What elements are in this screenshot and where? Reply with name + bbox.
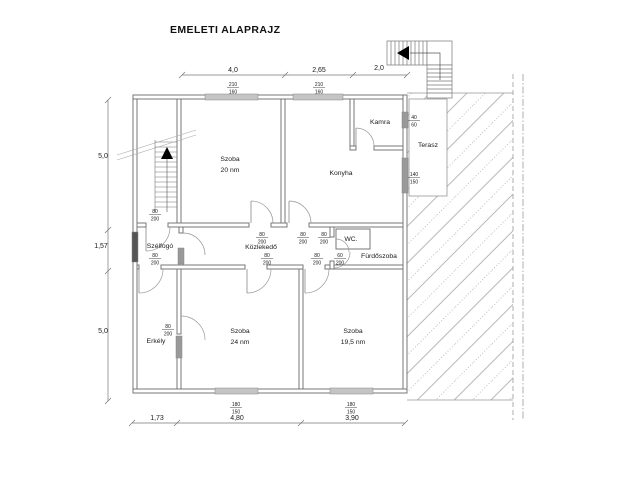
dimension-label-top: 2,65 [312,67,326,74]
opening-size-top: 80 [264,253,270,259]
stairwell-wall [177,99,181,223]
opening-size-bottom: 200 [319,239,329,246]
dimension-label-top: 4,0 [228,67,238,74]
kamra-wall-left [350,99,354,146]
room-label-szoba-24: 24 nm [230,339,250,346]
opening-size-top: 40 [411,115,417,121]
dimension-label-left: 5,0 [98,328,108,335]
opening-size-bottom: 150 [231,409,241,416]
opening-size-bottom: 200 [163,331,173,338]
window-180x150-right [330,388,373,394]
opening-size-bottom: 160 [314,89,324,96]
room-label-szoba-195: 19,5 nm [340,339,366,346]
opening-size-bottom: 200 [150,260,160,267]
opening-size-bottom: 200 [298,239,308,246]
opening-size-bottom: 200 [257,239,267,246]
room-label-erkely: Erkély [146,338,166,345]
door-panel-erkely [176,336,182,358]
window-40x60-kamra [402,112,408,128]
opening-size-top: 180 [346,402,356,408]
opening-size-bottom: 200 [312,260,322,267]
window-180x150-left [215,388,258,394]
opening-size-top: 80 [165,324,171,330]
opening-size-top: 80 [300,232,306,238]
opening-size-bottom: 150 [346,409,356,416]
room-label-terasz: Terasz [417,142,439,149]
exterior-staircase [387,41,452,98]
opening-size-top: 80 [259,232,265,238]
dimension-label-left: 5,0 [98,153,108,160]
dimension-label-bottom: 1,73 [150,415,164,422]
opening-size-top: 80 [321,232,327,238]
drawing-title: EMELETI ALAPRAJZ [170,24,281,36]
entry-door-szelfogo [132,232,138,262]
opening-size-top: 210 [314,82,324,88]
room-label-wc: WC. [344,236,358,243]
outer-wall-top [133,95,407,99]
room-label-szoba-24: Szoba [230,328,250,335]
dimension-label-bottom: 3,90 [345,415,359,422]
opening-size-top: 80 [314,253,320,259]
opening-size-top: 140 [409,172,419,178]
outer-wall-right [403,95,407,393]
opening-size-bottom: 200 [335,260,345,267]
wall-erkely-szoba24 [177,269,181,334]
room-label-szoba-195: Szoba [343,328,363,335]
room-label-szoba-20: 20 nm [220,167,240,174]
dimension-label-top: 2,0 [374,65,384,72]
wall-szoba24-szoba195 [299,269,303,389]
wall-szoba20-konyha [281,99,285,223]
room-label-furdoszoba: Fürdőszoba [361,253,397,260]
dimension-label-bottom: 4,80 [230,415,244,422]
opening-size-top: 60 [337,253,343,259]
window-140x150-terasz [402,158,408,193]
room-label-kamra: Kamra [369,119,391,126]
opening-size-bottom: 150 [409,179,419,186]
room-label-kozlekedo: Közlekedő [245,244,277,251]
room-label-szelfogo: Szélfogó [146,243,174,250]
opening-size-bottom: 160 [228,89,238,96]
room-label-szoba-20: Szoba [220,156,240,163]
opening-size-bottom: 200 [262,260,272,267]
opening-size-bottom: 200 [150,216,160,223]
opening-size-top: 80 [152,209,158,215]
door-panel-szelfogo [178,248,184,264]
dimension-label-left: 1,57 [94,243,108,250]
opening-size-top: 180 [231,402,241,408]
room-label-konyha: Konyha [329,170,353,177]
opening-size-bottom: 60 [411,122,417,129]
opening-size-top: 80 [152,253,158,259]
opening-size-top: 210 [228,82,238,88]
bathroom-wall [330,227,334,237]
